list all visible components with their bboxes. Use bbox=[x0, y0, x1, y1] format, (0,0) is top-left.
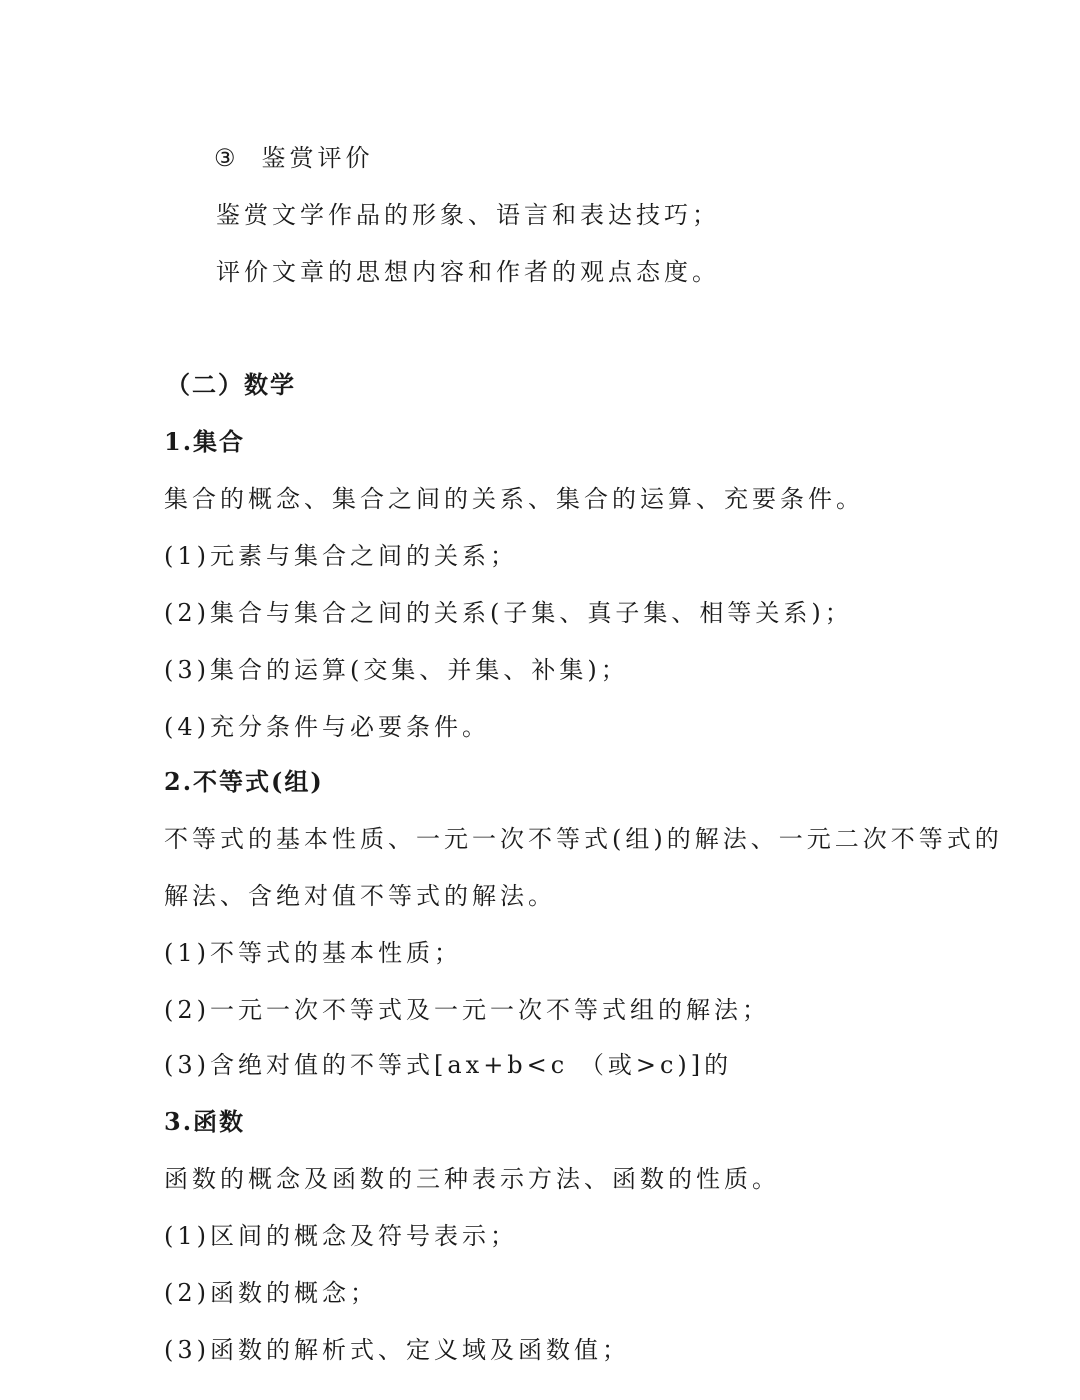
inequalities-item-3: (3)含绝对值的不等式[ax+b<c （或>c)]的 bbox=[164, 1051, 733, 1079]
inequalities-summary-line-1: 不等式的基本性质、一元一次不等式(组)的解法、一元二次不等式的 bbox=[164, 825, 1003, 853]
functions-summary: 函数的概念及函数的三种表示方法、函数的性质。 bbox=[164, 1165, 780, 1193]
functions-item-2: (2)函数的概念； bbox=[164, 1279, 378, 1307]
sets-item-4: (4)充分条件与必要条件。 bbox=[164, 713, 490, 741]
reading-line-1: 鉴赏文学作品的形象、语言和表达技巧； bbox=[216, 201, 720, 229]
inequalities-item-2: (2)一元一次不等式及一元一次不等式组的解法； bbox=[164, 996, 770, 1024]
inequalities-item-1: (1)不等式的基本性质； bbox=[164, 939, 462, 967]
sets-title: 1.集合 bbox=[164, 427, 246, 456]
functions-title: 3.函数 bbox=[164, 1107, 246, 1136]
sets-item-1: (1)元素与集合之间的关系； bbox=[164, 542, 518, 570]
functions-item-1: (1)区间的概念及符号表示； bbox=[164, 1222, 518, 1250]
sets-item-2: (2)集合与集合之间的关系(子集、真子集、相等关系)； bbox=[164, 599, 853, 627]
inequalities-summary-line-2: 解法、含绝对值不等式的解法。 bbox=[164, 882, 556, 910]
reading-item-3-title: 鉴赏评价 bbox=[261, 144, 374, 172]
functions-item-3: (3)函数的解析式、定义域及函数值； bbox=[164, 1336, 630, 1364]
math-section-heading: （二）数学 bbox=[166, 370, 296, 399]
sets-summary: 集合的概念、集合之间的关系、集合的运算、充要条件。 bbox=[164, 485, 864, 513]
inequalities-title: 2.不等式(组) bbox=[164, 767, 324, 796]
reading-item-3-heading bbox=[214, 143, 374, 173]
sets-item-3: (3)集合的运算(交集、并集、补集)； bbox=[164, 656, 629, 684]
reading-line-2: 评价文章的思想内容和作者的观点态度。 bbox=[216, 258, 720, 286]
circled-number-3: ③ bbox=[214, 144, 240, 172]
